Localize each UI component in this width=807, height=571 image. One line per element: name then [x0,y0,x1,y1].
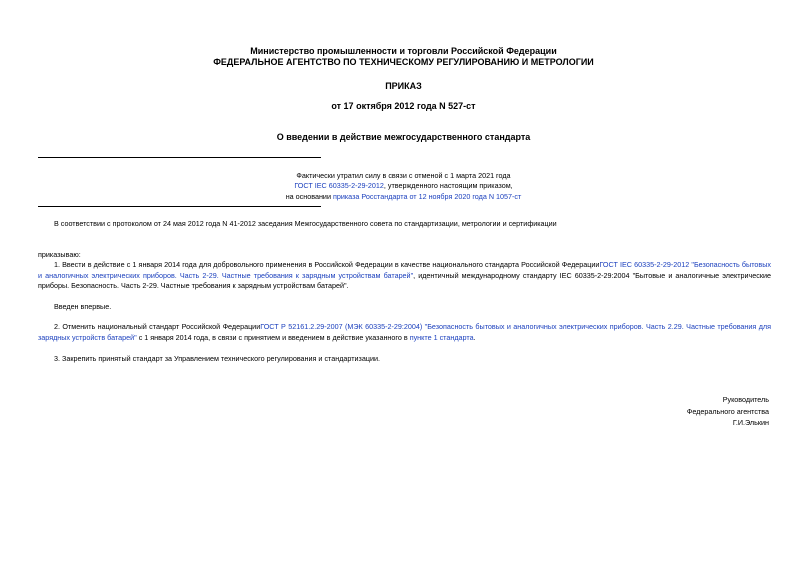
ministry-title: Министерство промышленности и торговли Российской Федерации [250,46,557,56]
gost-r-52161-link[interactable]: ГОСТ Р 52161.2.29-2007 (МЭК 60335-2-29:2004) "Безопасность бытовых и аналогичных электрических приборов. Часть 2.29. Частные требования для зарядных устройств батарей" [38,322,771,342]
order-date-number: от 17 октября 2012 года N 527-ст [331,101,476,111]
paragraph-2 [38,322,771,343]
signature-agency: Федерального агентства [686,406,769,416]
rosstandart-order-link[interactable]: приказа Росстандарта от 12 ноября 2020 года N 1057-ст [332,192,522,201]
paragraph-1-text-a: 1. Ввести в действие с 1 января 2014 года для добровольного применения в Российской Федерации в качестве национального стандарта Российской Федерации [54,260,600,269]
status-notice-line-2 [0,181,807,190]
intro-paragraph: В соответствии с протоколом от 24 мая 2012 года N 41-2012 заседания Межгосударственного совета по стандартизации, метрологии и сертификации [54,219,557,228]
signature-position: Руководитель [722,395,769,404]
paragraph-1 [38,260,771,292]
status-notice-line-3 [0,192,807,201]
document-type: ПРИКАЗ [385,81,422,91]
order-subject: О введении в действие межгосударственного стандарта [276,132,531,142]
agency-title: ФЕДЕРАЛЬНОЕ АГЕНТСТВО ПО ТЕХНИЧЕСКОМУ РЕГУЛИРОВАНИЮ И МЕТРОЛОГИИ [213,57,594,67]
first-introduced-note: Введен впервые. [54,302,112,311]
paragraph-3: 3. Закрепить принятый стандарт за Управлением технического регулирования и стандартизации. [54,354,380,363]
paragraph-2-text-c: . [473,332,476,342]
signature-name: Г.И.Элькин [732,418,769,427]
notice-line-3-text: на основании [285,192,333,201]
order-word: приказываю: [38,250,81,259]
paragraph-2-text-b: с 1 января 2014 года, в связи с принятием и введением в действие указанного в [136,332,410,342]
paragraph-2-text-a: 2. Отменить национальный стандарт Российской Федерации [54,322,261,331]
divider-top [38,157,321,158]
signature-block [687,394,769,429]
status-notice-line-1: Фактически утратил силу в связи с отменой с 1 марта 2021 года [296,171,511,180]
paragraph-1-text-b: , идентичный международному стандарту IEC 60335-2-29:2004 "Бытовые и аналогичные электрические приборы. Безопасность. Часть 2-29. Частные требования к зарядным устройствам батарей". [38,270,771,290]
notice-line-2-text: , утвержденного настоящим приказом, [383,181,513,190]
gost-iec-link[interactable]: ГОСТ IEC 60335-2-29-2012 [294,181,384,190]
gost-iec-60335-link[interactable]: ГОСТ IEC 60335-2-29-2012 "Безопасность бытовых и аналогичных электрических приборов. Часть 2-29. Частные требования к зарядным устройствам батарей" [38,260,771,280]
point-1-link[interactable]: пункте 1 стандарта [409,332,474,342]
divider-bottom [38,206,321,207]
